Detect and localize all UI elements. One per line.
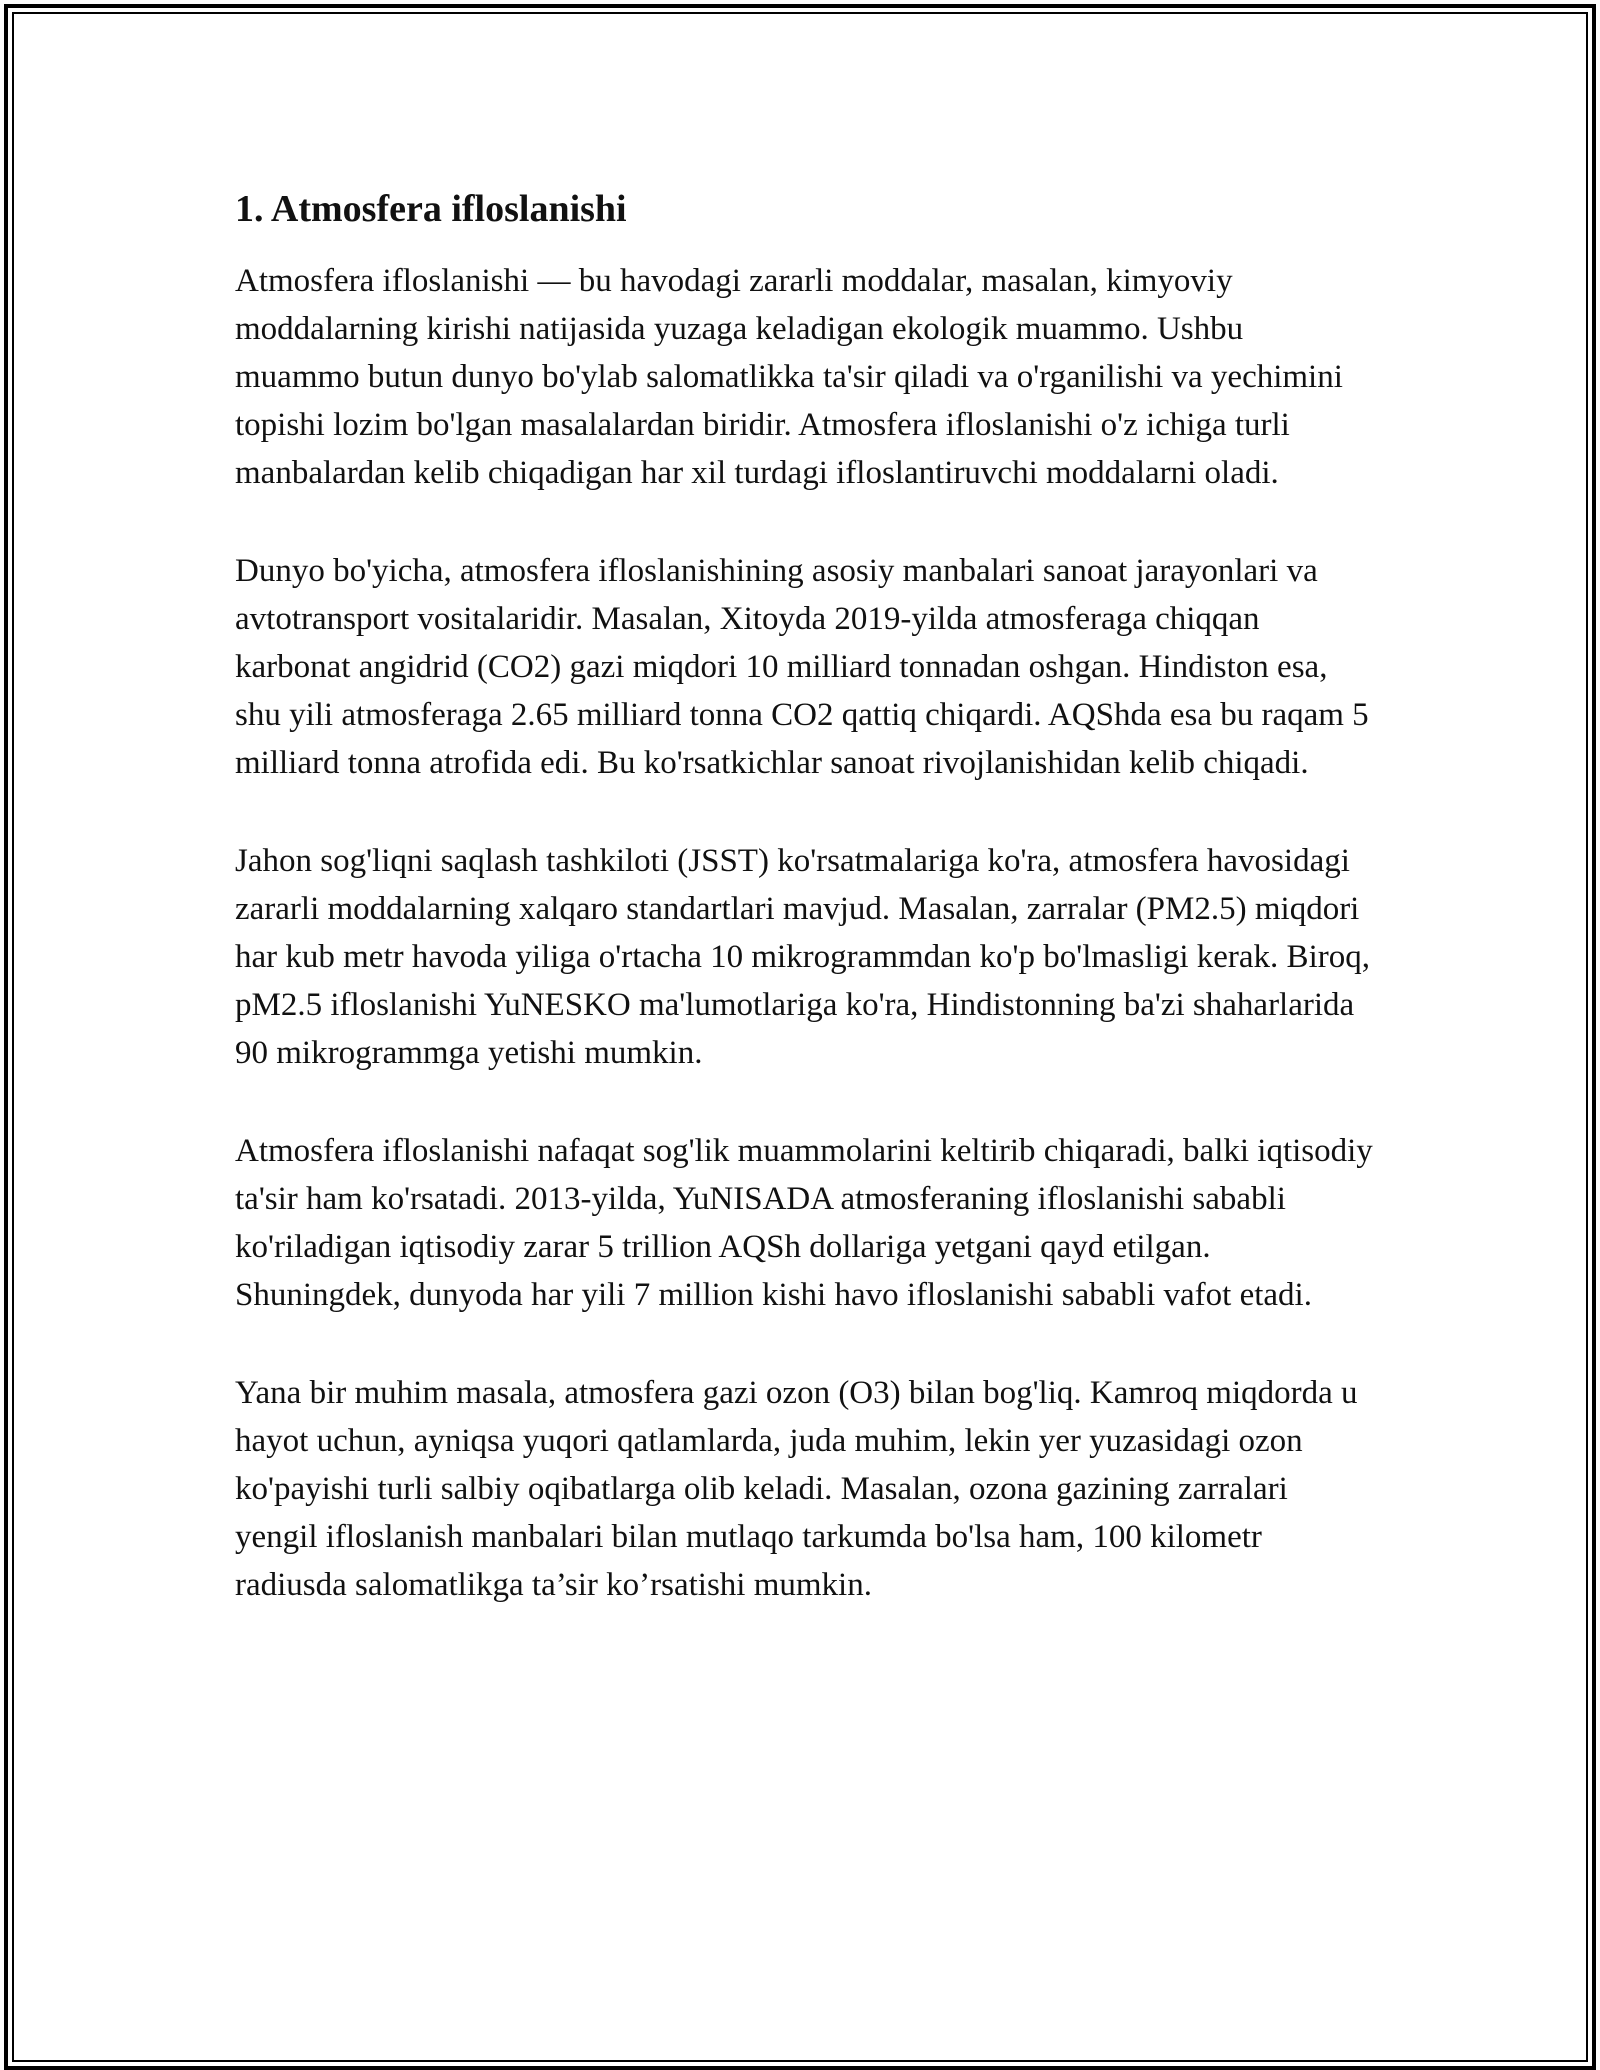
paragraph-1: Atmosfera ifloslanishi — bu havodagi zararli moddalar, masalan, kimyoviy moddalarning kirishi natijasida yuzaga keladigan ekologik muammo. Ushbu muammo butun dunyo bo'ylab salomatlikka ta'sir qiladi va o'rganilishi va yechimini topishi lozim bo'lgan masalalardan biridir. Atmosfera ifloslanishi o'z ichiga turli manbalardan kelib chiqadigan har xil turdagi ifloslantiruvchi moddalarni oladi.: [235, 263, 1343, 491]
paragraph-5: Yana bir muhim masala, atmosfera gazi ozon (O3) bilan bog'liq. Kamroq miqdorda u hayot uchun, ayniqsa yuqori qatlamlarda, juda muhim, lekin yer yuzasidagi ozon ko'payishi turli salbiy oqibatlarga olib keladi. Masalan, ozona gazining zarralari yengil ifloslanish manbalari bilan mutlaqo tarkumda bo'lsa ham, 100 kilometr radiusda salomatlikga ta’sir ko’rsatishi mumkin.: [235, 1375, 1358, 1603]
document-page: [235, 185, 1375, 1659]
paragraph-2: Dunyo bo'yicha, atmosfera ifloslanishining asosiy manbalari sanoat jarayonlari va avtotransport vositalaridir. Masalan, Xitoyda 2019-yilda atmosferaga chiqqan karbonat angidrid (CO2) gazi miqdori 10 milliard tonnadan oshgan. Hindiston esa, shu yili atmosferaga 2.65 milliard tonna CO2 qattiq chiqardi. AQShda esa bu raqam 5 milliard tonna atrofida edi. Bu ko'rsatkichlar sanoat rivojlanishidan kelib chiqadi.: [235, 553, 1369, 781]
section-title: 1. Atmosfera ifloslanishi: [235, 188, 627, 230]
paragraph-4: Atmosfera ifloslanishi nafaqat sog'lik muammolarini keltirib chiqaradi, balki iqtisodiy ta'sir ham ko'rsatadi. 2013-yilda, YuNISADA atmosferaning ifloslanishi sababli ko'riladigan iqtisodiy zarar 5 trillion AQSh dollariga yetgani qayd etilgan. Shuningdek, dunyoda har yili 7 million kishi havo ifloslanishi sababli vafot etadi.: [235, 1133, 1373, 1313]
paragraph-3: Jahon sog'liqni saqlash tashkiloti (JSST) ko'rsatmalariga ko'ra, atmosfera havosidagi zararli moddalarning xalqaro standartlari mavjud. Masalan, zarralar (PM2.5) miqdori har kub metr havoda yiliga o'rtacha 10 mikrogrammdan ko'p bo'lmasligi kerak. Biroq, pM2.5 ifloslanishi YuNESKO ma'lumotlariga ko'ra, Hindistonning ba'zi shaharlarida 90 mikrogrammga yetishi mumkin.: [235, 843, 1370, 1071]
